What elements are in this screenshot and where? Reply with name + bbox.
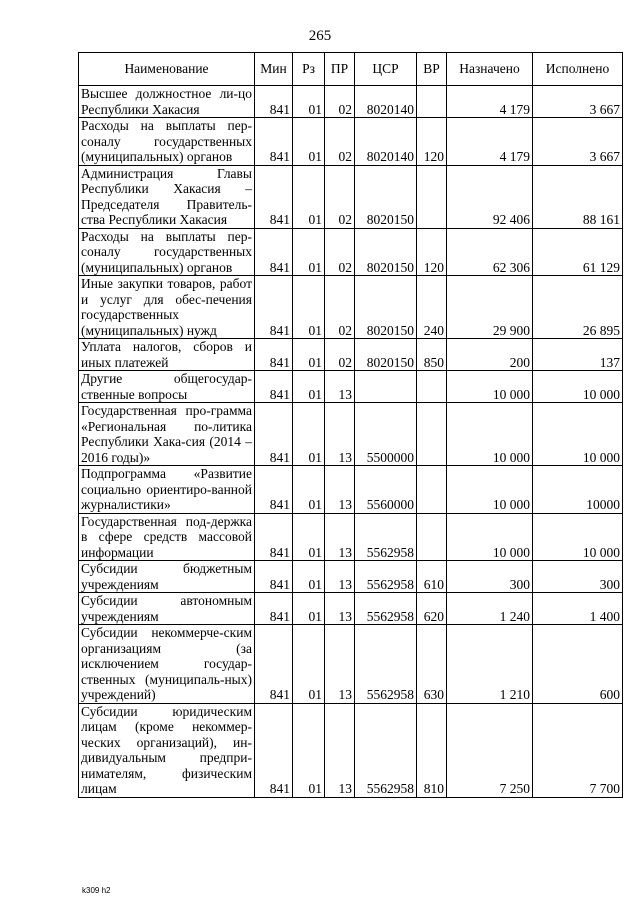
header-row [79, 53, 623, 86]
cell-assigned: 1 210 [447, 625, 533, 704]
cell-executed: 10 000 [533, 513, 623, 561]
cell-name: Администрация Главы Республики Хакасия – Председателя Правитель-ства Республики Хакасия [79, 165, 255, 228]
header-executed: Исполнено [533, 53, 623, 86]
cell-rz: 01 [293, 403, 325, 466]
cell-pr: 02 [325, 339, 355, 371]
cell-executed: 3 667 [533, 86, 623, 118]
cell-rz: 01 [293, 228, 325, 276]
table-body [79, 86, 623, 798]
cell-min: 841 [255, 228, 293, 276]
cell-vr: 240 [417, 276, 447, 339]
cell-executed: 61 129 [533, 228, 623, 276]
cell-csr: 5562958 [355, 561, 417, 593]
cell-csr: 8020150 [355, 276, 417, 339]
cell-assigned: 7 250 [447, 703, 533, 797]
cell-name: Субсидии юридическим лицам (кроме некоммер-ческих организаций), ин-дивидуальным предпри-нимателям, физическим лицам [79, 703, 255, 797]
header-name: Наименование [79, 53, 255, 86]
cell-rz: 01 [293, 466, 325, 514]
table-row [79, 276, 623, 339]
page-number: 265 [308, 28, 332, 44]
cell-min: 841 [255, 513, 293, 561]
cell-assigned: 10 000 [447, 513, 533, 561]
cell-vr [417, 86, 447, 118]
cell-name: Расходы на выплаты пер-соналу государственных (муниципальных) органов [79, 228, 255, 276]
cell-pr: 02 [325, 228, 355, 276]
cell-assigned: 1 240 [447, 593, 533, 625]
cell-executed: 26 895 [533, 276, 623, 339]
cell-name: Подпрограмма «Развитие социально ориентиро-ванной журналистики» [79, 466, 255, 514]
cell-name: Субсидии бюджетным учреждениям [79, 561, 255, 593]
cell-name: Уплата налогов, сборов и иных платежей [79, 339, 255, 371]
cell-vr [417, 371, 447, 403]
table-header [79, 53, 623, 86]
table-row [79, 86, 623, 118]
cell-csr: 5562958 [355, 625, 417, 704]
cell-executed: 10 000 [533, 403, 623, 466]
cell-executed: 300 [533, 561, 623, 593]
cell-executed: 88 161 [533, 165, 623, 228]
cell-name: Субсидии автономным учреждениям [79, 593, 255, 625]
table-row [79, 118, 623, 166]
cell-vr: 120 [417, 228, 447, 276]
cell-min: 841 [255, 118, 293, 166]
cell-rz: 01 [293, 339, 325, 371]
cell-name: Государственная под-держка в сфере средств массовой информации [79, 513, 255, 561]
cell-csr: 5562958 [355, 513, 417, 561]
cell-csr: 8020140 [355, 118, 417, 166]
header-csr: ЦСР [355, 53, 417, 86]
cell-csr: 5500000 [355, 403, 417, 466]
cell-pr: 13 [325, 561, 355, 593]
cell-vr: 610 [417, 561, 447, 593]
header-min: Мин [255, 53, 293, 86]
cell-pr: 02 [325, 86, 355, 118]
cell-csr: 5562958 [355, 593, 417, 625]
cell-executed: 137 [533, 339, 623, 371]
cell-assigned: 4 179 [447, 118, 533, 166]
cell-rz: 01 [293, 165, 325, 228]
cell-assigned: 10 000 [447, 403, 533, 466]
cell-vr [417, 403, 447, 466]
cell-executed: 3 667 [533, 118, 623, 166]
header-vr: ВР [417, 53, 447, 86]
cell-assigned: 62 306 [447, 228, 533, 276]
cell-min: 841 [255, 625, 293, 704]
cell-vr [417, 165, 447, 228]
cell-min: 841 [255, 86, 293, 118]
cell-vr [417, 513, 447, 561]
cell-assigned: 10 000 [447, 466, 533, 514]
cell-assigned: 10 000 [447, 371, 533, 403]
cell-executed: 10000 [533, 466, 623, 514]
cell-pr: 02 [325, 276, 355, 339]
cell-min: 841 [255, 703, 293, 797]
cell-name: Государственная про-грамма «Региональная по-литика Республики Хака-сия (2014 – 2016 годы)» [79, 403, 255, 466]
cell-csr: 8020150 [355, 165, 417, 228]
header-pr: ПР [325, 53, 355, 86]
cell-vr: 630 [417, 625, 447, 704]
cell-pr: 13 [325, 466, 355, 514]
cell-assigned: 92 406 [447, 165, 533, 228]
cell-vr: 810 [417, 703, 447, 797]
cell-csr: 5562958 [355, 703, 417, 797]
cell-min: 841 [255, 403, 293, 466]
cell-rz: 01 [293, 593, 325, 625]
cell-rz: 01 [293, 371, 325, 403]
cell-vr: 850 [417, 339, 447, 371]
cell-csr: 5560000 [355, 466, 417, 514]
cell-csr: 8020150 [355, 228, 417, 276]
cell-rz: 01 [293, 625, 325, 704]
table-row [79, 339, 623, 371]
cell-name: Другие общегосудар-ственные вопросы [79, 371, 255, 403]
cell-executed: 600 [533, 625, 623, 704]
cell-rz: 01 [293, 276, 325, 339]
cell-rz: 01 [293, 86, 325, 118]
cell-min: 841 [255, 371, 293, 403]
table-row [79, 466, 623, 514]
cell-pr: 13 [325, 513, 355, 561]
cell-assigned: 200 [447, 339, 533, 371]
cell-name: Субсидии некоммерче-ским организациям (за исключением государ-ственных (муниципаль-ных) учреждений) [79, 625, 255, 704]
cell-csr [355, 371, 417, 403]
cell-rz: 01 [293, 118, 325, 166]
table-row [79, 561, 623, 593]
cell-name: Высшее должностное ли-цо Республики Хакасия [79, 86, 255, 118]
cell-csr: 8020140 [355, 86, 417, 118]
cell-vr: 120 [417, 118, 447, 166]
budget-table [78, 52, 623, 798]
table-row [79, 625, 623, 704]
cell-executed: 1 400 [533, 593, 623, 625]
cell-assigned: 4 179 [447, 86, 533, 118]
table-row [79, 228, 623, 276]
cell-executed: 7 700 [533, 703, 623, 797]
cell-assigned: 29 900 [447, 276, 533, 339]
cell-min: 841 [255, 466, 293, 514]
table-row [79, 593, 623, 625]
table-row [79, 403, 623, 466]
table-row [79, 371, 623, 403]
cell-min: 841 [255, 593, 293, 625]
cell-rz: 01 [293, 513, 325, 561]
cell-pr: 13 [325, 703, 355, 797]
header-rz: Рз [293, 53, 325, 86]
cell-min: 841 [255, 339, 293, 371]
cell-name: Расходы на выплаты пер-соналу государственных (муниципальных) органов [79, 118, 255, 166]
cell-rz: 01 [293, 703, 325, 797]
cell-pr: 13 [325, 625, 355, 704]
cell-vr: 620 [417, 593, 447, 625]
cell-pr: 02 [325, 165, 355, 228]
cell-csr: 8020150 [355, 339, 417, 371]
cell-name: Иные закупки товаров, работ и услуг для обес-печения государственных (муниципальных) нужд [79, 276, 255, 339]
table-row [79, 513, 623, 561]
cell-pr: 02 [325, 118, 355, 166]
cell-pr: 13 [325, 371, 355, 403]
cell-assigned: 300 [447, 561, 533, 593]
cell-min: 841 [255, 165, 293, 228]
cell-pr: 13 [325, 403, 355, 466]
cell-executed: 10 000 [533, 371, 623, 403]
header-assigned: Назначено [447, 53, 533, 86]
cell-pr: 13 [325, 593, 355, 625]
table-row [79, 165, 623, 228]
footer-code: k309 h2 [82, 886, 111, 895]
table-row [79, 703, 623, 797]
cell-vr [417, 466, 447, 514]
cell-min: 841 [255, 276, 293, 339]
cell-rz: 01 [293, 561, 325, 593]
cell-min: 841 [255, 561, 293, 593]
